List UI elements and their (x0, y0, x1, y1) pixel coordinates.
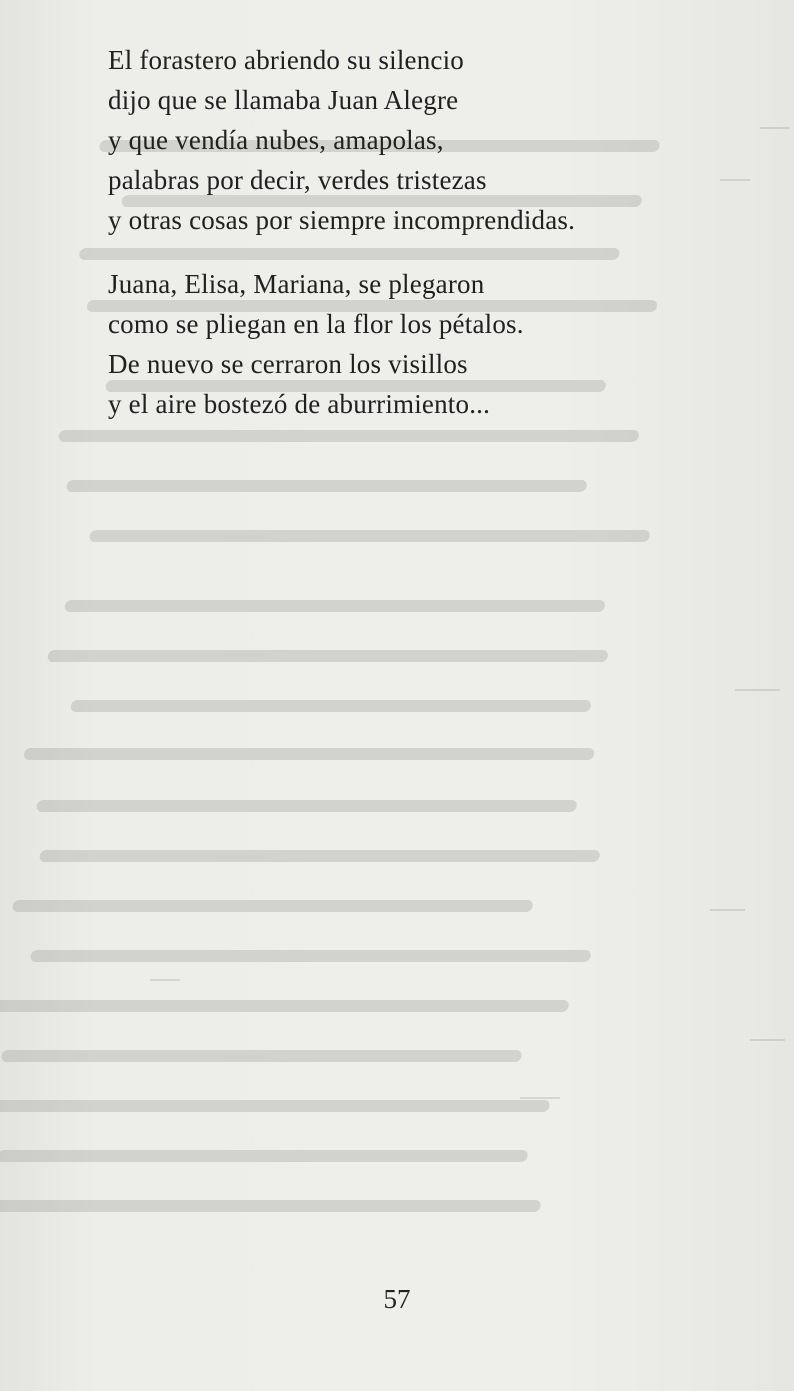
poem-line: Juana, Elisa, Mariana, se plegaron (108, 269, 485, 299)
stanza-1 (108, 40, 748, 240)
poem-line: y que vendía nubes, amapolas, (108, 125, 444, 155)
stanza-2 (108, 264, 748, 424)
page-number: 57 (383, 1284, 411, 1314)
poem-line: dijo que se llamaba Juan Alegre (108, 85, 459, 115)
poem-line: y otras cosas por siempre incomprendidas. (108, 205, 576, 235)
poem-line: El forastero abriendo su silencio (108, 45, 464, 75)
poem-line: palabras por decir, verdes tristezas (108, 165, 487, 195)
poem-line: y el aire bostezó de aburrimiento... (108, 389, 491, 419)
poem-line: como se pliegan en la flor los pétalos. (108, 309, 524, 339)
poem (108, 40, 748, 448)
poem-line: De nuevo se cerraron los visillos (108, 349, 468, 379)
